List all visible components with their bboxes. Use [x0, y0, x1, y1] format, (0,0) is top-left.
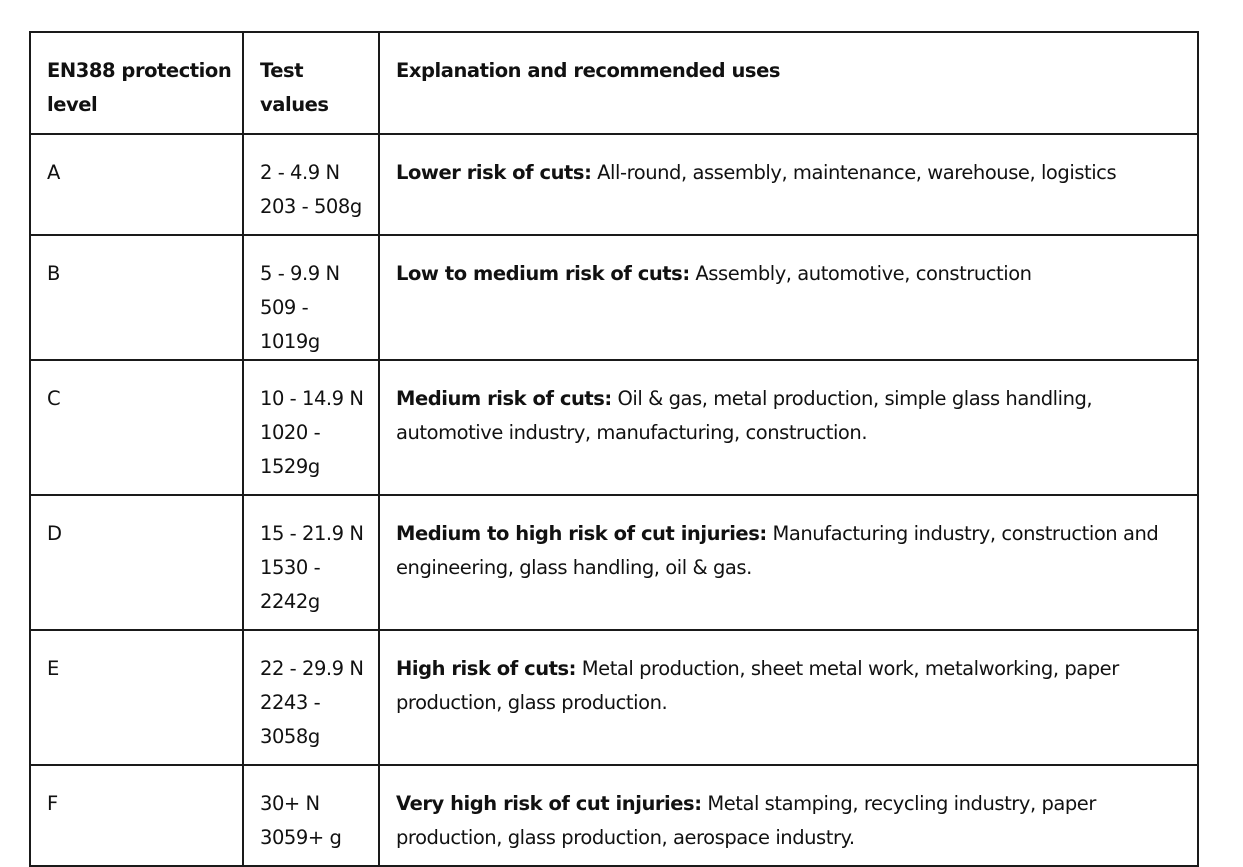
- protection-level-cell: A: [30, 134, 243, 235]
- test-values-cell: [243, 360, 379, 495]
- header-test-values: Test values: [243, 32, 379, 134]
- test-value-newtons: 2 - 4.9 N: [260, 161, 340, 184]
- test-values-cell: [243, 630, 379, 765]
- test-value-grams: 3059+ g: [260, 826, 342, 849]
- risk-label: Very high risk of cut injuries:: [396, 792, 702, 815]
- recommended-uses: Metal production, sheet metal work, metalworking, paper production, glass production.: [396, 657, 1119, 714]
- protection-level-cell: F: [30, 765, 243, 866]
- protection-level-cell: E: [30, 630, 243, 765]
- explanation-cell: [379, 630, 1198, 765]
- test-values-cell: [243, 235, 379, 360]
- risk-label: Medium risk of cuts:: [396, 387, 612, 410]
- explanation-cell: [379, 360, 1198, 495]
- table-row: [30, 765, 1198, 866]
- test-value-newtons: 15 - 21.9 N: [260, 522, 364, 545]
- test-value-newtons: 30+ N: [260, 792, 320, 815]
- recommended-uses: Oil & gas, metal production, simple glass handling, automotive industry, manufacturing, construction.: [396, 387, 1093, 444]
- recommended-uses: Metal stamping, recycling industry, paper production, glass production, aerospace industry.: [396, 792, 1096, 849]
- test-value-grams: 509 - 1019g: [260, 296, 320, 353]
- test-value-grams: 2243 - 3058g: [260, 691, 321, 748]
- test-value-newtons: 10 - 14.9 N: [260, 387, 364, 410]
- risk-label: High risk of cuts:: [396, 657, 577, 680]
- header-protection-level: EN388 protection level: [30, 32, 243, 134]
- risk-label: Medium to high risk of cut injuries:: [396, 522, 767, 545]
- table-row: [30, 235, 1198, 360]
- test-values-cell: [243, 765, 379, 866]
- risk-label: Low to medium risk of cuts:: [396, 262, 690, 285]
- explanation-cell: [379, 235, 1198, 360]
- protection-level-cell: C: [30, 360, 243, 495]
- table-row: [30, 360, 1198, 495]
- test-values-cell: [243, 495, 379, 630]
- test-value-newtons: 22 - 29.9 N: [260, 657, 364, 680]
- table-row: [30, 495, 1198, 630]
- explanation-cell: [379, 134, 1198, 235]
- test-value-grams: 203 - 508g: [260, 195, 362, 218]
- test-value-newtons: 5 - 9.9 N: [260, 262, 340, 285]
- explanation-cell: [379, 765, 1198, 866]
- test-value-grams: 1530 - 2242g: [260, 556, 321, 613]
- table-header-row: [30, 32, 1198, 134]
- recommended-uses: All-round, assembly, maintenance, warehouse, logistics: [591, 161, 1117, 184]
- recommended-uses: Assembly, automotive, construction: [689, 262, 1032, 285]
- risk-label: Lower risk of cuts:: [396, 161, 592, 184]
- test-values-cell: [243, 134, 379, 235]
- explanation-cell: [379, 495, 1198, 630]
- table-row: [30, 630, 1198, 765]
- test-value-grams: 1020 - 1529g: [260, 421, 321, 478]
- en388-cut-protection-table: [29, 31, 1199, 867]
- header-explanation: Explanation and recommended uses: [379, 32, 1198, 134]
- protection-level-cell: D: [30, 495, 243, 630]
- table-row: [30, 134, 1198, 235]
- protection-level-cell: B: [30, 235, 243, 360]
- recommended-uses: Manufacturing industry, construction and engineering, glass handling, oil & gas.: [396, 522, 1159, 579]
